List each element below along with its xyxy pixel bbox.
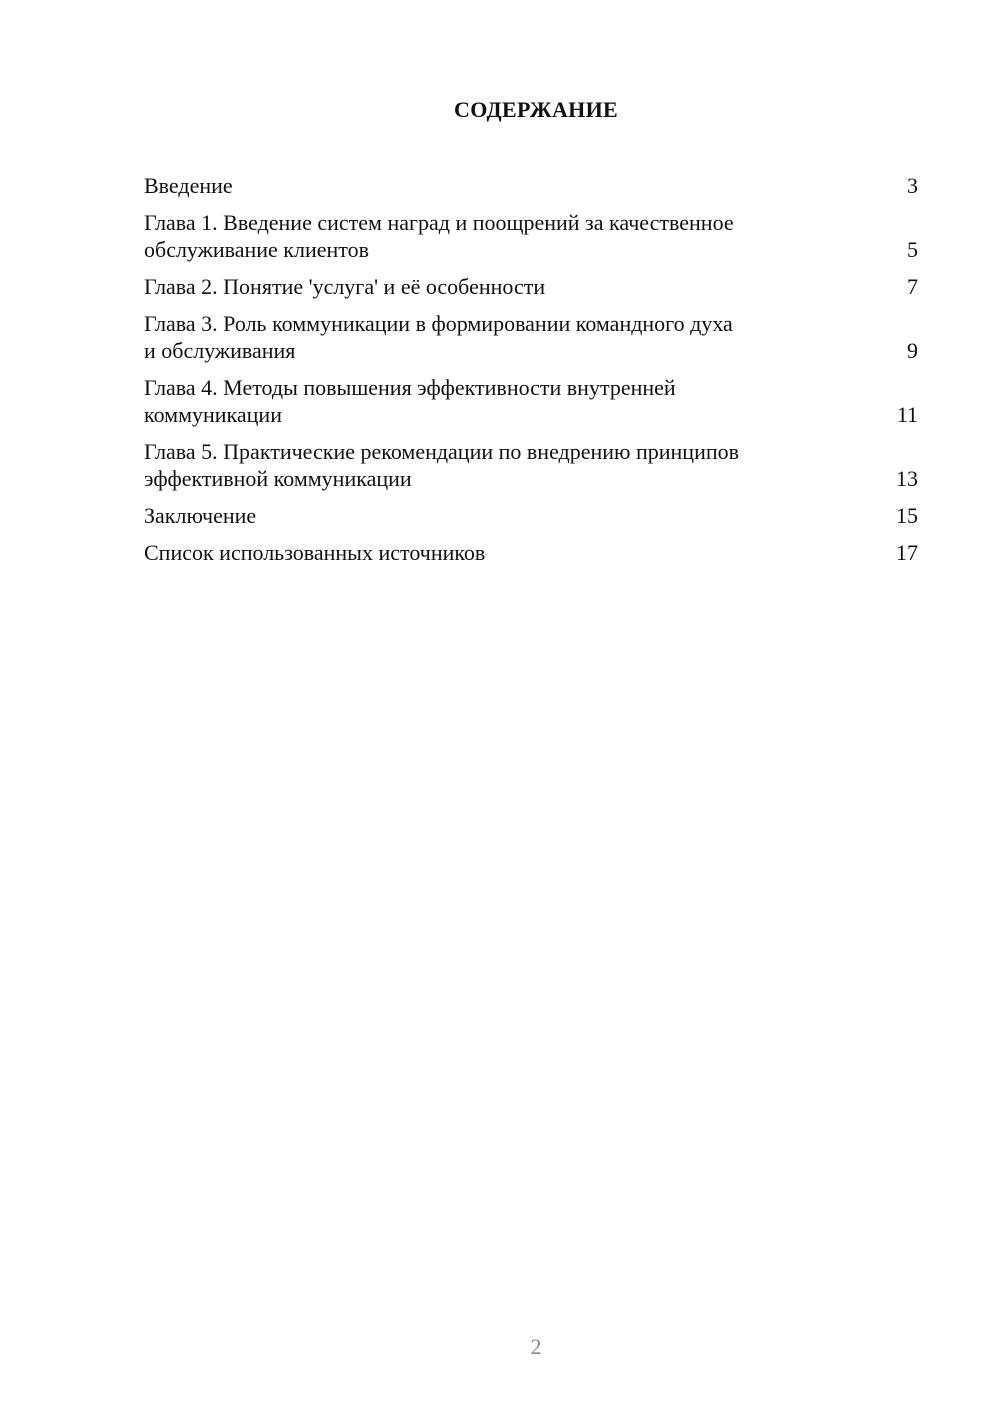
toc-entry-text: Введение bbox=[144, 173, 233, 198]
toc-entry-chapter-1 bbox=[144, 209, 918, 263]
toc-entry-chapter-4 bbox=[144, 374, 918, 428]
toc-entry-references bbox=[144, 539, 918, 566]
toc-entry-page: 15 bbox=[896, 503, 918, 528]
toc-entry-text: Заключение bbox=[144, 503, 257, 528]
toc-entry-page: 9 bbox=[907, 338, 918, 363]
page-number: 2 bbox=[530, 1334, 542, 1359]
toc-entry-page: 13 bbox=[896, 466, 918, 491]
toc-entry-text: Глава 1. Введение систем наград и поощрений за качественное обслуживание клиентов bbox=[144, 210, 734, 262]
toc-entry-text: Глава 5. Практические рекомендации по внедрению принципов эффективной коммуникации bbox=[144, 439, 740, 491]
toc-entry-page: 5 bbox=[907, 237, 918, 262]
toc-entry-text: Глава 4. Методы повышения эффективности внутренней коммуникации bbox=[144, 375, 676, 427]
toc-entry-text: Глава 2. Понятие 'услуга' и её особенности bbox=[144, 274, 546, 299]
page-title: СОДЕРЖАНИЕ bbox=[454, 97, 618, 122]
toc-entry-text: Глава 3. Роль коммуникации в формировании командного духа и обслуживания bbox=[144, 311, 733, 363]
toc-entry-page: 3 bbox=[907, 173, 918, 198]
toc-entry-text: Список использованных источников bbox=[144, 540, 486, 565]
toc-entry-chapter-2 bbox=[144, 273, 918, 300]
toc-entry-conclusion bbox=[144, 502, 918, 529]
toc-entry-chapter-3 bbox=[144, 310, 918, 364]
toc-entry-page: 7 bbox=[907, 274, 918, 299]
toc-entry-chapter-5 bbox=[144, 438, 918, 492]
toc-entry-page: 11 bbox=[896, 402, 918, 427]
toc-entry-page: 17 bbox=[896, 540, 918, 565]
table-of-contents bbox=[144, 172, 918, 576]
toc-entry-introduction bbox=[144, 172, 918, 199]
